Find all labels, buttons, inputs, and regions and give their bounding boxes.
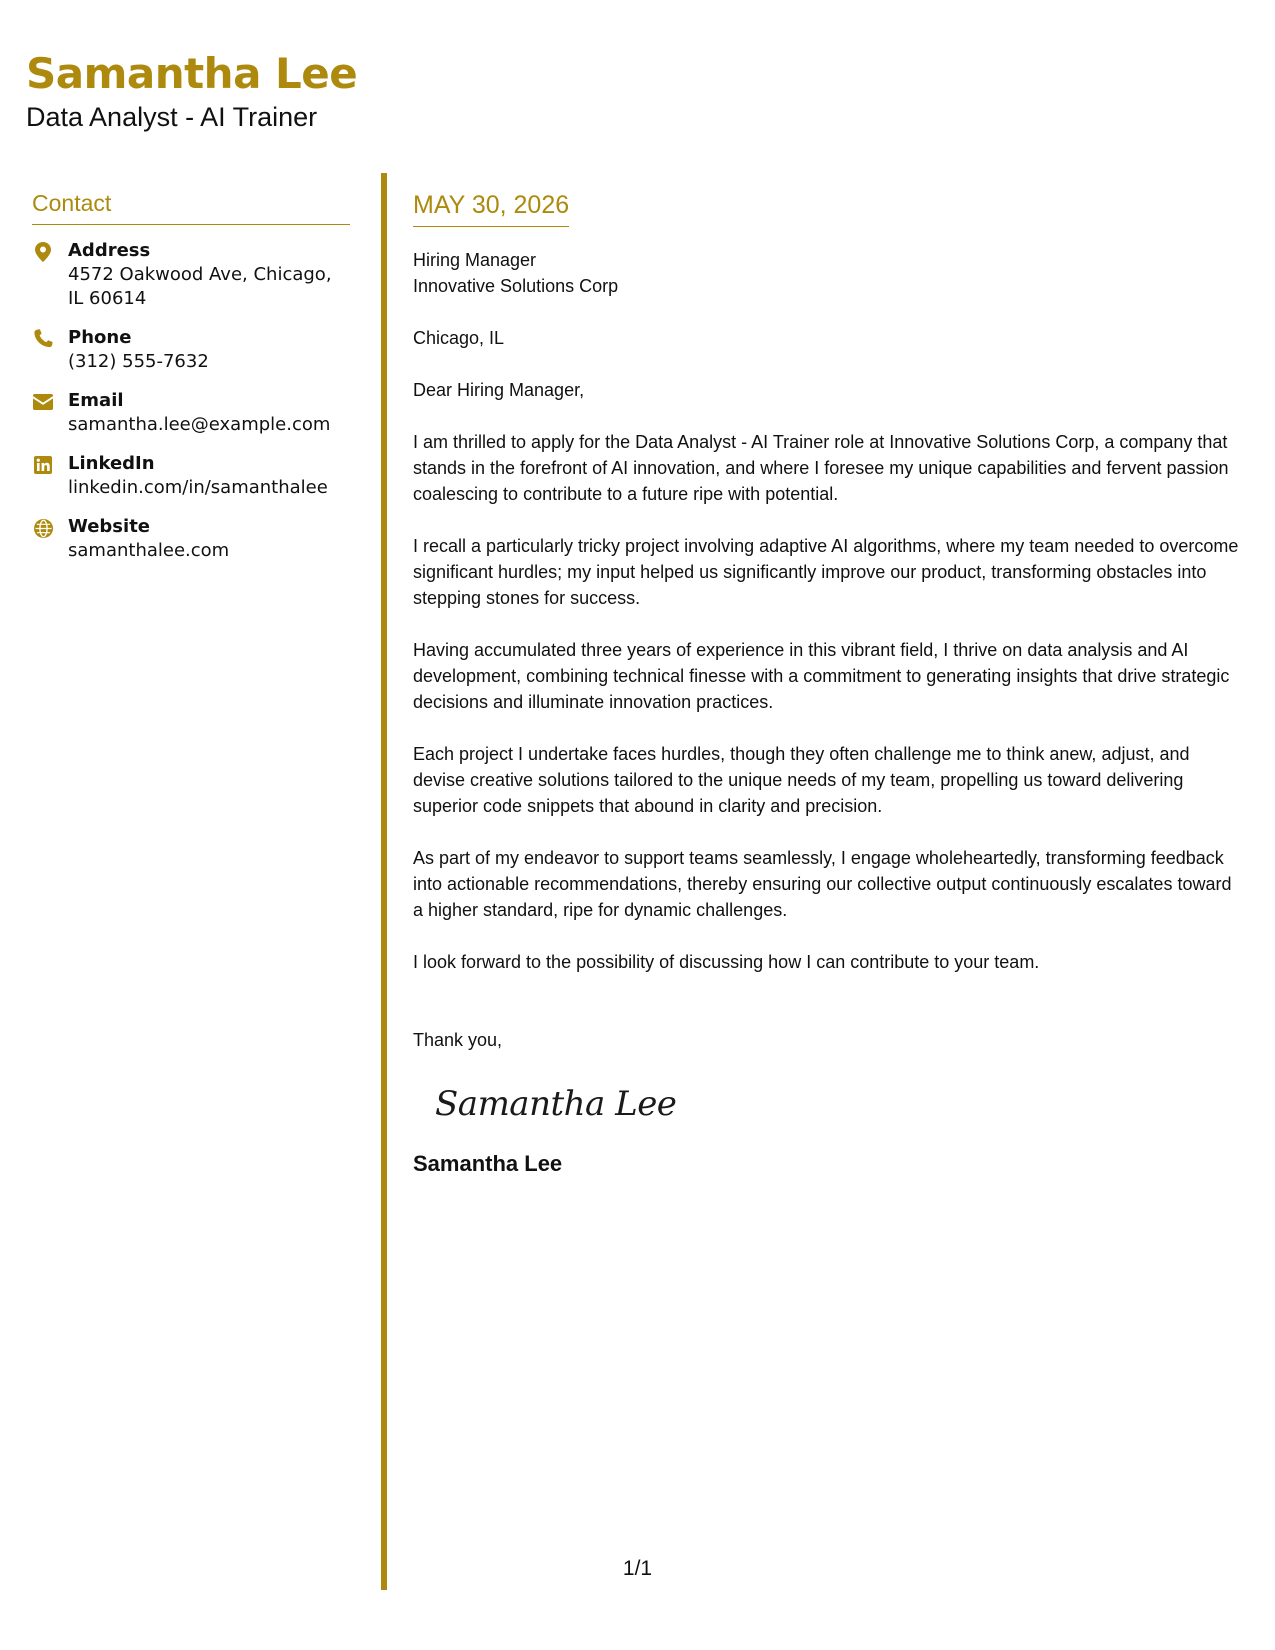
contact-label: LinkedIn [68, 453, 155, 474]
closing: Thank you, [413, 1030, 503, 1050]
letter-date: MAY 30, 2026 [413, 188, 569, 227]
contact-item-website [32, 515, 350, 563]
envelope-icon [32, 391, 54, 413]
contact-heading: Contact [32, 188, 350, 225]
contact-item-address [32, 239, 350, 311]
job-title: Data Analyst - AI Trainer [26, 102, 318, 132]
map-pin-icon [32, 241, 54, 263]
body-paragraph: As part of my endeavor to support teams seamlessly, I engage wholeheartedly, transforming feedback into actionable recommendations, thereby ensuring our collective output continuously escalates toward a higher standard, ripe for dynamic challenges. [413, 848, 1232, 920]
handwritten-signature: Samantha Lee [435, 1084, 677, 1124]
globe-icon [32, 517, 54, 539]
contact-label: Phone [68, 327, 132, 348]
contact-value: 4572 Oakwood Ave, Chicago, IL 60614 [68, 264, 332, 309]
recipient-company: Innovative Solutions Corp [413, 276, 619, 296]
contact-label: Email [68, 390, 124, 411]
body-paragraph: I am thrilled to apply for the Data Analyst - AI Trainer role at Innovative Solutions Corp, a company that stands in the forefront of AI innovation, and where I foresee my unique capabilities and fervent passion coalescing to contribute to a future ripe with potential. [413, 432, 1229, 504]
cover-letter [413, 188, 1241, 1179]
contact-item-linkedin [32, 452, 350, 500]
applicant-name: Samantha Lee [26, 49, 358, 98]
contact-label: Website [68, 516, 151, 537]
contact-item-phone [32, 326, 350, 374]
body-paragraph: Having accumulated three years of experience in this vibrant field, I thrive on data analysis and AI development, combining technical finesse with a commitment to generating insights that drive strategic decisions and illuminate innovation practices. [413, 640, 1230, 712]
vertical-divider [381, 173, 387, 1590]
contact-value: (312) 555-7632 [68, 351, 209, 372]
linkedin-icon [32, 454, 54, 476]
recipient-city: Chicago, IL [413, 328, 505, 348]
resume-header [26, 48, 357, 134]
contact-value: samantha.lee@example.com [68, 414, 331, 435]
page-number: 1/1 [622, 1557, 653, 1580]
contact-item-email [32, 389, 350, 437]
contact-value: samanthalee.com [68, 540, 230, 561]
body-paragraph: I look forward to the possibility of discussing how I can contribute to your team. [413, 952, 1040, 972]
recipient-title: Hiring Manager [413, 250, 537, 270]
contact-label: Address [68, 240, 151, 261]
signer-name: Samantha Lee [413, 1151, 563, 1176]
body-paragraph: I recall a particularly tricky project involving adaptive AI algorithms, where my team needed to overcome significant hurdles; my input helped us significantly improve our product, transforming obstacles into stepping stones for success. [413, 536, 1239, 608]
contact-sidebar [32, 188, 350, 578]
salutation: Dear Hiring Manager, [413, 380, 585, 400]
contact-value: linkedin.com/in/samanthalee [68, 477, 328, 498]
body-paragraph: Each project I undertake faces hurdles, though they often challenge me to think anew, adjust, and devise creative solutions tailored to the unique needs of my team, propelling us toward delivering superior code snippets that abound in clarity and precision. [413, 744, 1190, 816]
phone-icon [32, 328, 54, 350]
